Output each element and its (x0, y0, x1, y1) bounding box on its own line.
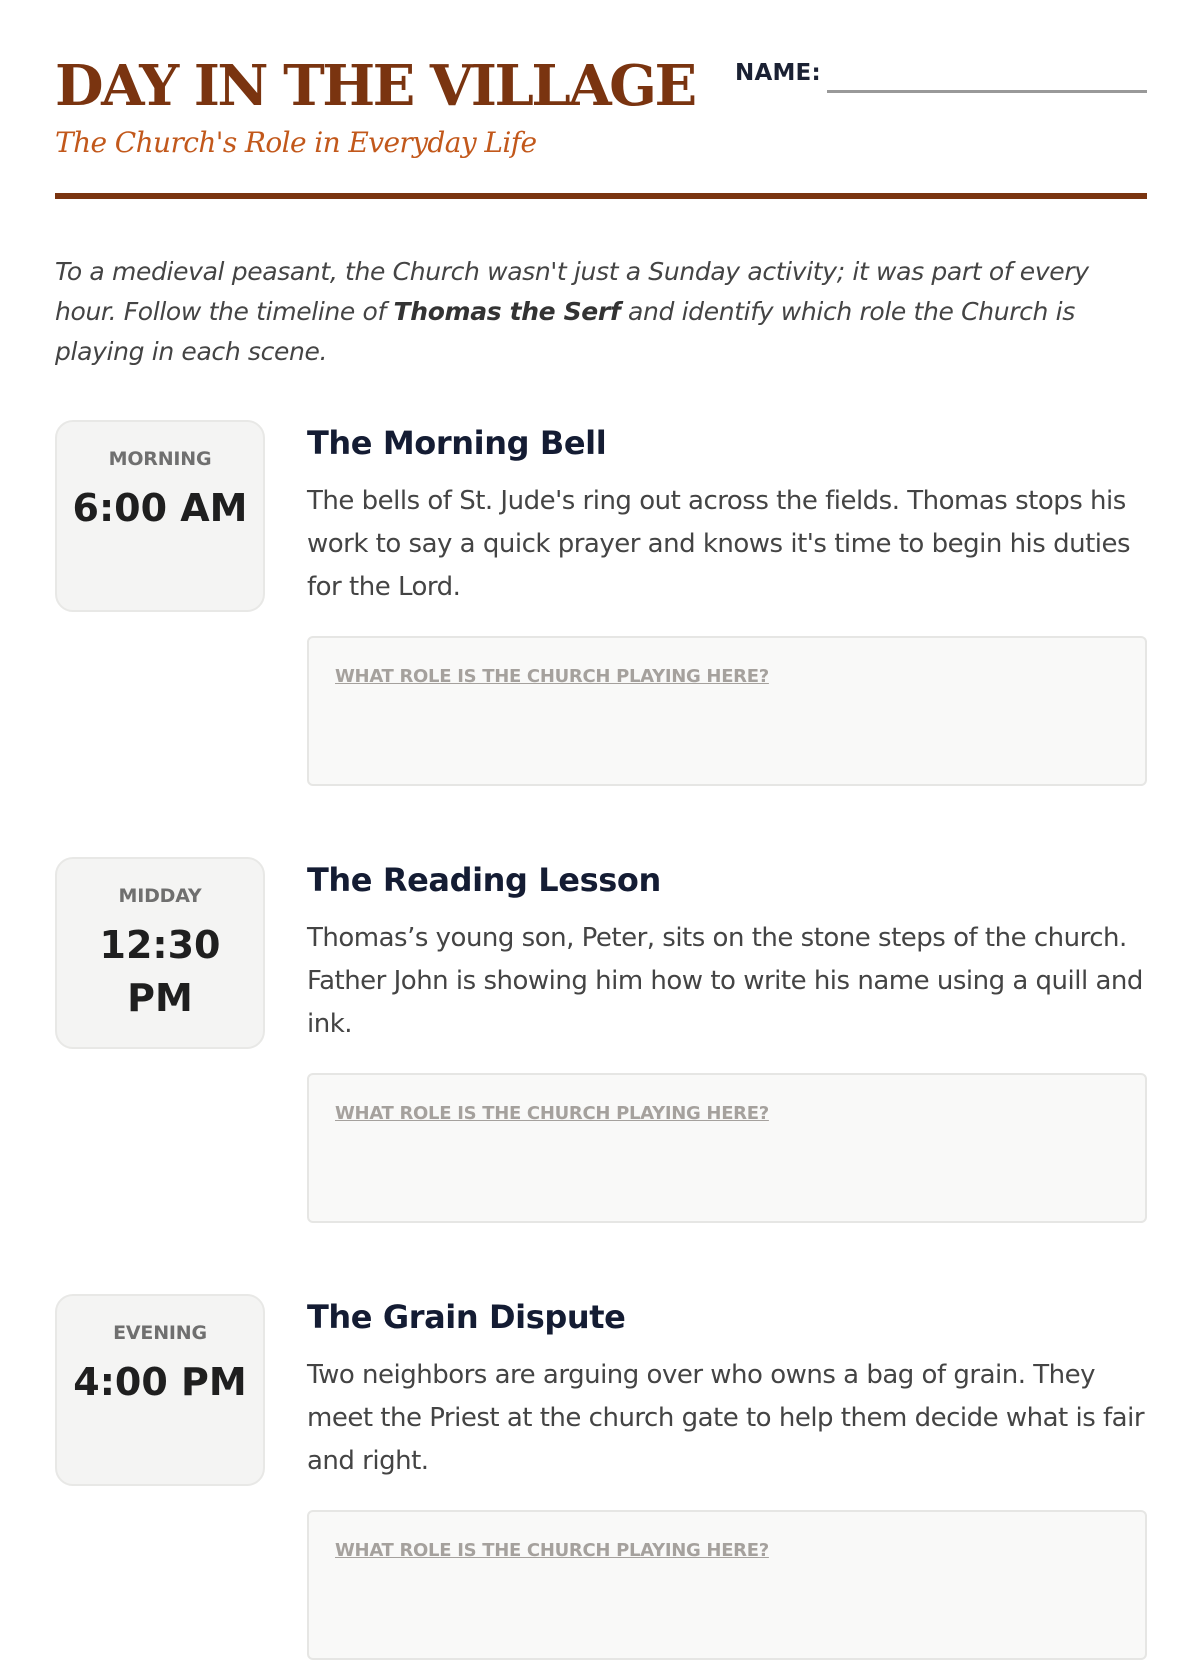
scene-description: Thomas’s young son, Peter, sits on the stone steps of the church. Father John is showing him how to write his name using a quill and ink. (307, 923, 1143, 1039)
time-card (55, 420, 265, 612)
worksheet-title: DAY IN THE VILLAGE (55, 53, 695, 119)
intro-paragraph (55, 252, 1147, 372)
name-label: NAME: (735, 60, 821, 86)
header-divider (55, 193, 1147, 199)
intro-text-end: and identify which role the Church is playing in each scene. (55, 297, 1075, 366)
scene-description: Two neighbors are arguing over who owns a bag of grain. They meet the Priest at the church gate to help them decide what is fair and right. (307, 1360, 1145, 1476)
worksheet-header (55, 0, 1147, 200)
time-card (55, 857, 265, 1049)
scene-description: The bells of St. Jude's ring out across the fields. Thomas stops his work to say a quick prayer and knows it's time to begin his duties for the Lord. (307, 486, 1131, 602)
time-value: 6:00 AM (72, 486, 248, 530)
answer-box[interactable] (307, 1073, 1147, 1223)
scene-title: The Grain Dispute (307, 1298, 626, 1336)
answer-prompt: WHAT ROLE IS THE CHURCH PLAYING HERE? (335, 1103, 769, 1124)
time-value: 4:00 PM (73, 1360, 247, 1404)
worksheet-page (55, 0, 1147, 1561)
name-input-line[interactable] (827, 90, 1147, 93)
time-value: 12:30 PM (99, 923, 221, 1020)
intro-highlight: Thomas the Serf (393, 297, 621, 326)
worksheet-subtitle: The Church's Role in Everyday Life (55, 126, 537, 159)
answer-prompt: WHAT ROLE IS THE CHURCH PLAYING HERE? (335, 666, 769, 687)
scene-midday (55, 857, 1147, 1237)
answer-prompt: WHAT ROLE IS THE CHURCH PLAYING HERE? (335, 1540, 769, 1561)
answer-box[interactable] (307, 1510, 1147, 1660)
scene-title: The Morning Bell (307, 424, 607, 462)
time-period-label: MORNING (108, 448, 212, 470)
scene-title: The Reading Lesson (307, 861, 661, 899)
answer-box[interactable] (307, 636, 1147, 786)
time-period-label: MIDDAY (118, 885, 202, 907)
intro-text-start: To a medieval peasant, the Church wasn't just a Sunday activity; it was part of every hour. Follow the timeline of (55, 257, 1089, 326)
time-period-label: EVENING (113, 1322, 207, 1344)
time-card (55, 1294, 265, 1486)
scene-evening (55, 1294, 1147, 1674)
scene-morning (55, 420, 1147, 800)
